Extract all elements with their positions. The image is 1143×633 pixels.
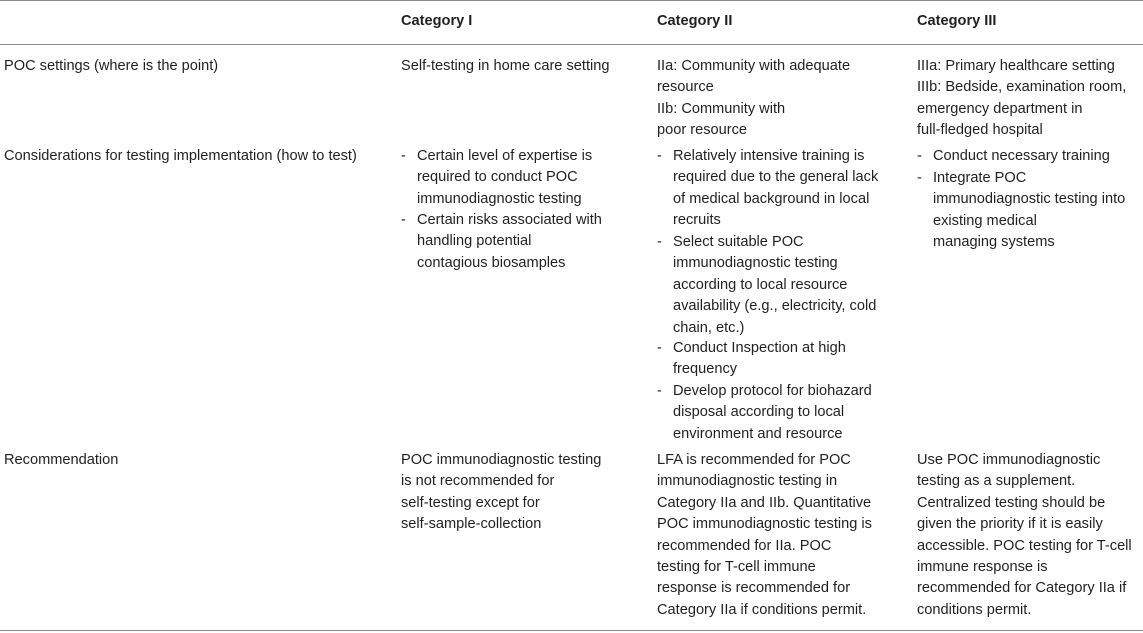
text-line: existing medical xyxy=(933,212,1037,229)
bullet-dash: - xyxy=(657,383,662,399)
text-line: Centralized testing should be xyxy=(917,494,1106,511)
bullet-dash: - xyxy=(917,148,922,164)
text-line: Relatively intensive training is xyxy=(673,148,865,164)
text-line: contagious biosamples xyxy=(417,254,566,271)
text-line: POC immunodiagnostic testing xyxy=(401,452,602,468)
text-line: availability (e.g., electricity, cold xyxy=(673,298,877,315)
text-line: Certain risks associated with xyxy=(417,212,602,228)
text-line: POC immunodiagnostic testing is xyxy=(657,516,872,533)
text-line: IIIb: Bedside, examination room, xyxy=(917,79,1127,96)
poc-settings-cat3 xyxy=(917,56,1126,142)
text-line: frequency xyxy=(673,361,738,378)
text-line: required to conduct POC xyxy=(417,169,578,186)
text-line: response is recommended for xyxy=(657,580,851,597)
text-line: Develop protocol for biohazard xyxy=(673,383,872,399)
text-line: Select suitable POC xyxy=(673,234,804,250)
text-line: recruits xyxy=(673,212,721,229)
text-line: IIIa: Primary healthcare setting xyxy=(917,58,1115,74)
poc-settings-cat1 xyxy=(401,56,609,77)
text-line: immunodiagnostic testing xyxy=(673,255,838,272)
text-line: full-fledged hospital xyxy=(917,122,1043,139)
header-category-1: Category I xyxy=(401,13,473,29)
row-label-considerations: Considerations for testing implementation (how to test) xyxy=(4,148,357,164)
text-line: Certain level of expertise is xyxy=(417,148,593,164)
table-top-rule xyxy=(0,0,1143,1)
text-line: required due to the general lack xyxy=(673,169,879,186)
text-line: Conduct Inspection at high xyxy=(673,340,846,356)
text-line: Use POC immunodiagnostic xyxy=(917,452,1101,468)
text-line: resource xyxy=(657,79,714,96)
poc-settings-cat2 xyxy=(657,56,850,142)
text-line: immunodiagnostic testing xyxy=(417,190,582,207)
bullet-dash: - xyxy=(401,212,406,228)
text-line: according to local resource xyxy=(673,276,848,293)
text-line: is not recommended for xyxy=(401,473,555,490)
bullet-dash: - xyxy=(401,148,406,164)
header-category-3: Category III xyxy=(917,13,997,29)
row-label-recommendation: Recommendation xyxy=(4,452,119,468)
header-rule xyxy=(0,44,1143,45)
text-line: testing for T-cell immune xyxy=(657,558,816,575)
text-line: chain, etc.) xyxy=(673,319,745,336)
header-category-2: Category II xyxy=(657,13,733,29)
text-line: of medical background in local xyxy=(673,190,870,207)
text-line: given the priority if it is easily xyxy=(917,516,1103,533)
bullet-dash: - xyxy=(657,234,662,250)
text-line: self-testing except for xyxy=(401,494,540,511)
text-line: emergency department in xyxy=(917,100,1083,117)
row-label-poc-settings: POC settings (where is the point) xyxy=(4,58,219,74)
text-line: poor resource xyxy=(657,122,748,139)
text-line: conditions permit. xyxy=(917,601,1032,618)
text-line: LFA is recommended for POC xyxy=(657,452,851,468)
text-line: Self-testing in home care setting xyxy=(401,58,610,74)
bullet-dash: - xyxy=(657,340,662,356)
text-line: recommended for IIa. POC xyxy=(657,537,832,554)
text-line: IIb: Community with xyxy=(657,100,786,117)
text-line: immunodiagnostic testing in xyxy=(657,473,838,490)
text-line: immunodiagnostic testing into xyxy=(933,191,1126,208)
text-line: Conduct necessary training xyxy=(933,148,1110,164)
text-line: Integrate POC xyxy=(933,170,1027,186)
text-line: Category IIa if conditions permit. xyxy=(657,601,867,618)
text-line: immune response is xyxy=(917,558,1048,575)
recommendation-cat1 xyxy=(401,450,601,536)
text-line: testing as a supplement. xyxy=(917,473,1076,490)
recommendation-cat2 xyxy=(657,450,872,621)
text-line: self-sample-collection xyxy=(401,516,542,533)
recommendation-cat3 xyxy=(917,450,1132,621)
text-line: handling potential xyxy=(417,233,532,250)
text-line: recommended for Category IIa if xyxy=(917,580,1127,597)
bullet-dash: - xyxy=(657,148,662,164)
text-line: Category IIa and IIb. Quantitative xyxy=(657,494,872,511)
text-line: environment and resource xyxy=(673,425,843,442)
text-line: disposal according to local xyxy=(673,404,845,421)
text-line: accessible. POC testing for T-cell xyxy=(917,537,1132,554)
text-line: IIa: Community with adequate xyxy=(657,58,851,74)
bullet-dash: - xyxy=(917,170,922,186)
text-line: managing systems xyxy=(933,234,1055,251)
table-bottom-rule xyxy=(0,630,1143,631)
